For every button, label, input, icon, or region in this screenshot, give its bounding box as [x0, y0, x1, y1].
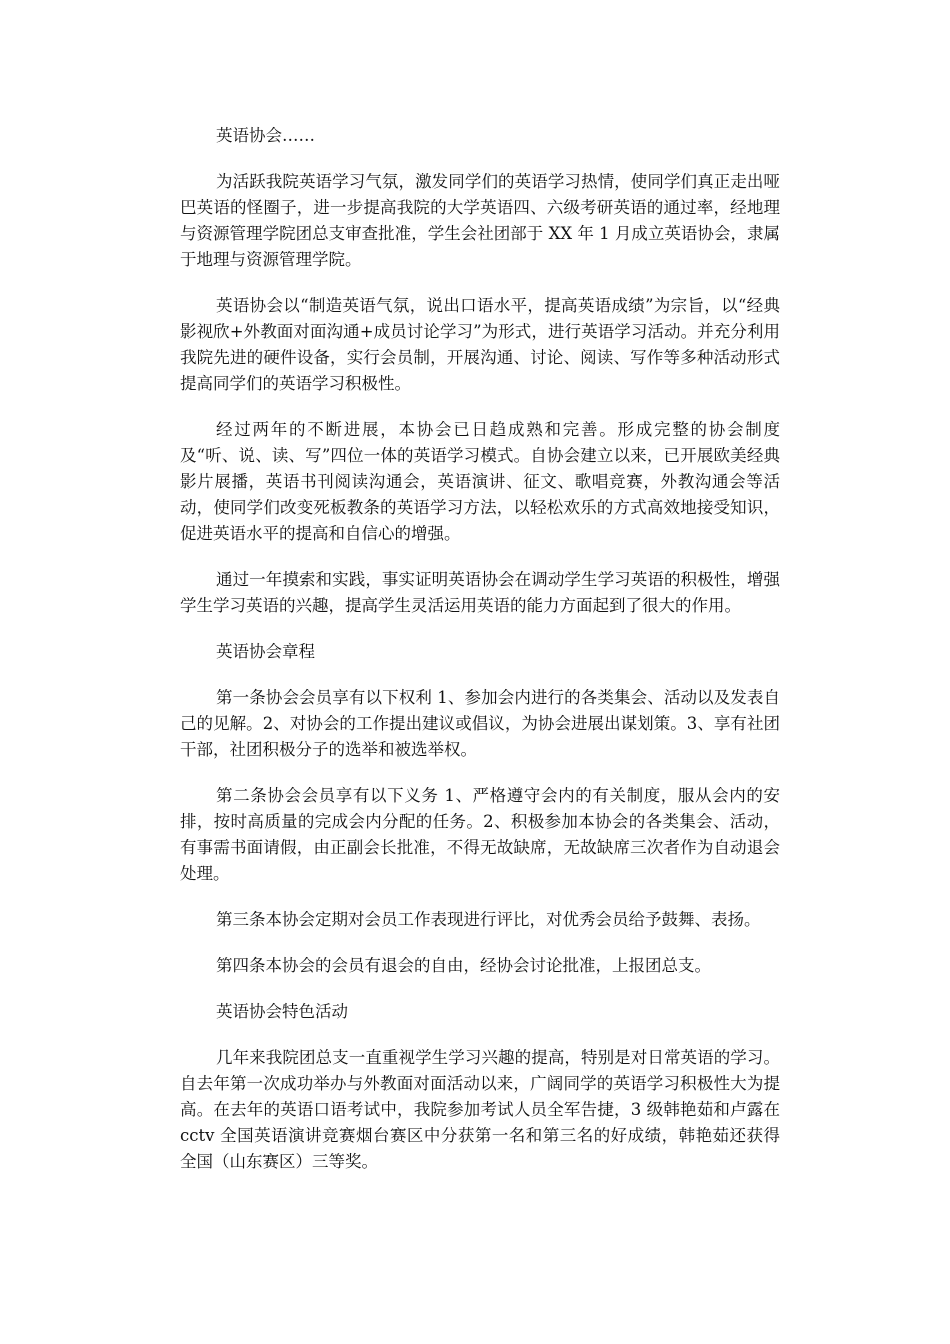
paragraph-article-4: 第四条本协会的会员有退会的自由，经协会讨论批准，上报团总支。 [216, 956, 711, 975]
paragraph-article-2: 第二条协会会员享有以下义务 1、严格遵守会内的有关制度，服从会内的安排，按时高质量的完成会内分配的任务。2、积极参加本协会的各类集会、活动，有事需书面请假，由正副会长批准，不得无故缺席，无故缺席三次者作为自动退会处理。 [180, 786, 780, 883]
paragraph-development: 经过两年的不断进展，本协会已日趋成熟和完善。形成完整的协会制度及“听、说、读、写”四位一体的英语学习模式。自协会建立以来，已开展欧美经典影片展播，英语书刊阅读沟通会，英语演讲、征文、歌唱竞赛，外教沟通会等活动，使同学们改变死板教条的英语学习方法，以轻松欢乐的方式高效地接受知识，促进英语水平的提高和自信心的增强。 [180, 420, 780, 543]
section-heading-activities: 英语协会特色活动 [216, 1002, 348, 1021]
paragraph-activities: 几年来我院团总支一直重视学生学习兴趣的提高，特别是对日常英语的学习。自去年第一次成功举办与外教面对面活动以来，广阔同学的英语学习积极性大为提高。在去年的英语口语考试中，我院参加考试人员全军告捷，3 级韩艳茹和卢露在 cctv 全国英语演讲竞赛烟台赛区中分获第一名和第三名的好成绩，韩艳茹还获得全国（山东赛区）三等奖。 [180, 1048, 780, 1171]
paragraph-founding: 为活跃我院英语学习气氛，激发同学们的英语学习热情，使同学们真正走出哑巴英语的怪圈子，进一步提高我院的大学英语四、六级考研英语的通过率，经地理与资源管理学院团总支审查批准，学生会社团部于 XX 年 1 月成立英语协会，隶属于地理与资源管理学院。 [180, 172, 780, 269]
paragraph-results: 通过一年摸索和实践，事实证明英语协会在调动学生学习英语的积极性，增强学生学习英语的兴趣，提高学生灵活运用英语的能力方面起到了很大的作用。 [180, 570, 780, 615]
document-heading: 英语协会…… [216, 126, 315, 145]
paragraph-article-3: 第三条本协会定期对会员工作表现进行评比，对优秀会员给予鼓舞、表扬。 [216, 910, 761, 929]
paragraph-purpose: 英语协会以“制造英语气氛，说出口语水平，提高英语成绩”为宗旨，以“经典影视欣+外教面对面沟通+成员讨论学习”为形式，进行英语学习活动。并充分利用我院先进的硬件设备，实行会员制，开展沟通、讨论、阅读、写作等多种活动形式提高同学们的英语学习积极性。 [180, 296, 780, 393]
paragraph-article-1: 第一条协会会员享有以下权利 1、参加会内进行的各类集会、活动以及发表自己的见解。2、对协会的工作提出建议或倡议，为协会进展出谋划策。3、享有社团干部，社团积极分子的选举和被选举权。 [180, 688, 780, 759]
section-heading-charter: 英语协会章程 [216, 642, 315, 661]
document-page [180, 123, 780, 1195]
